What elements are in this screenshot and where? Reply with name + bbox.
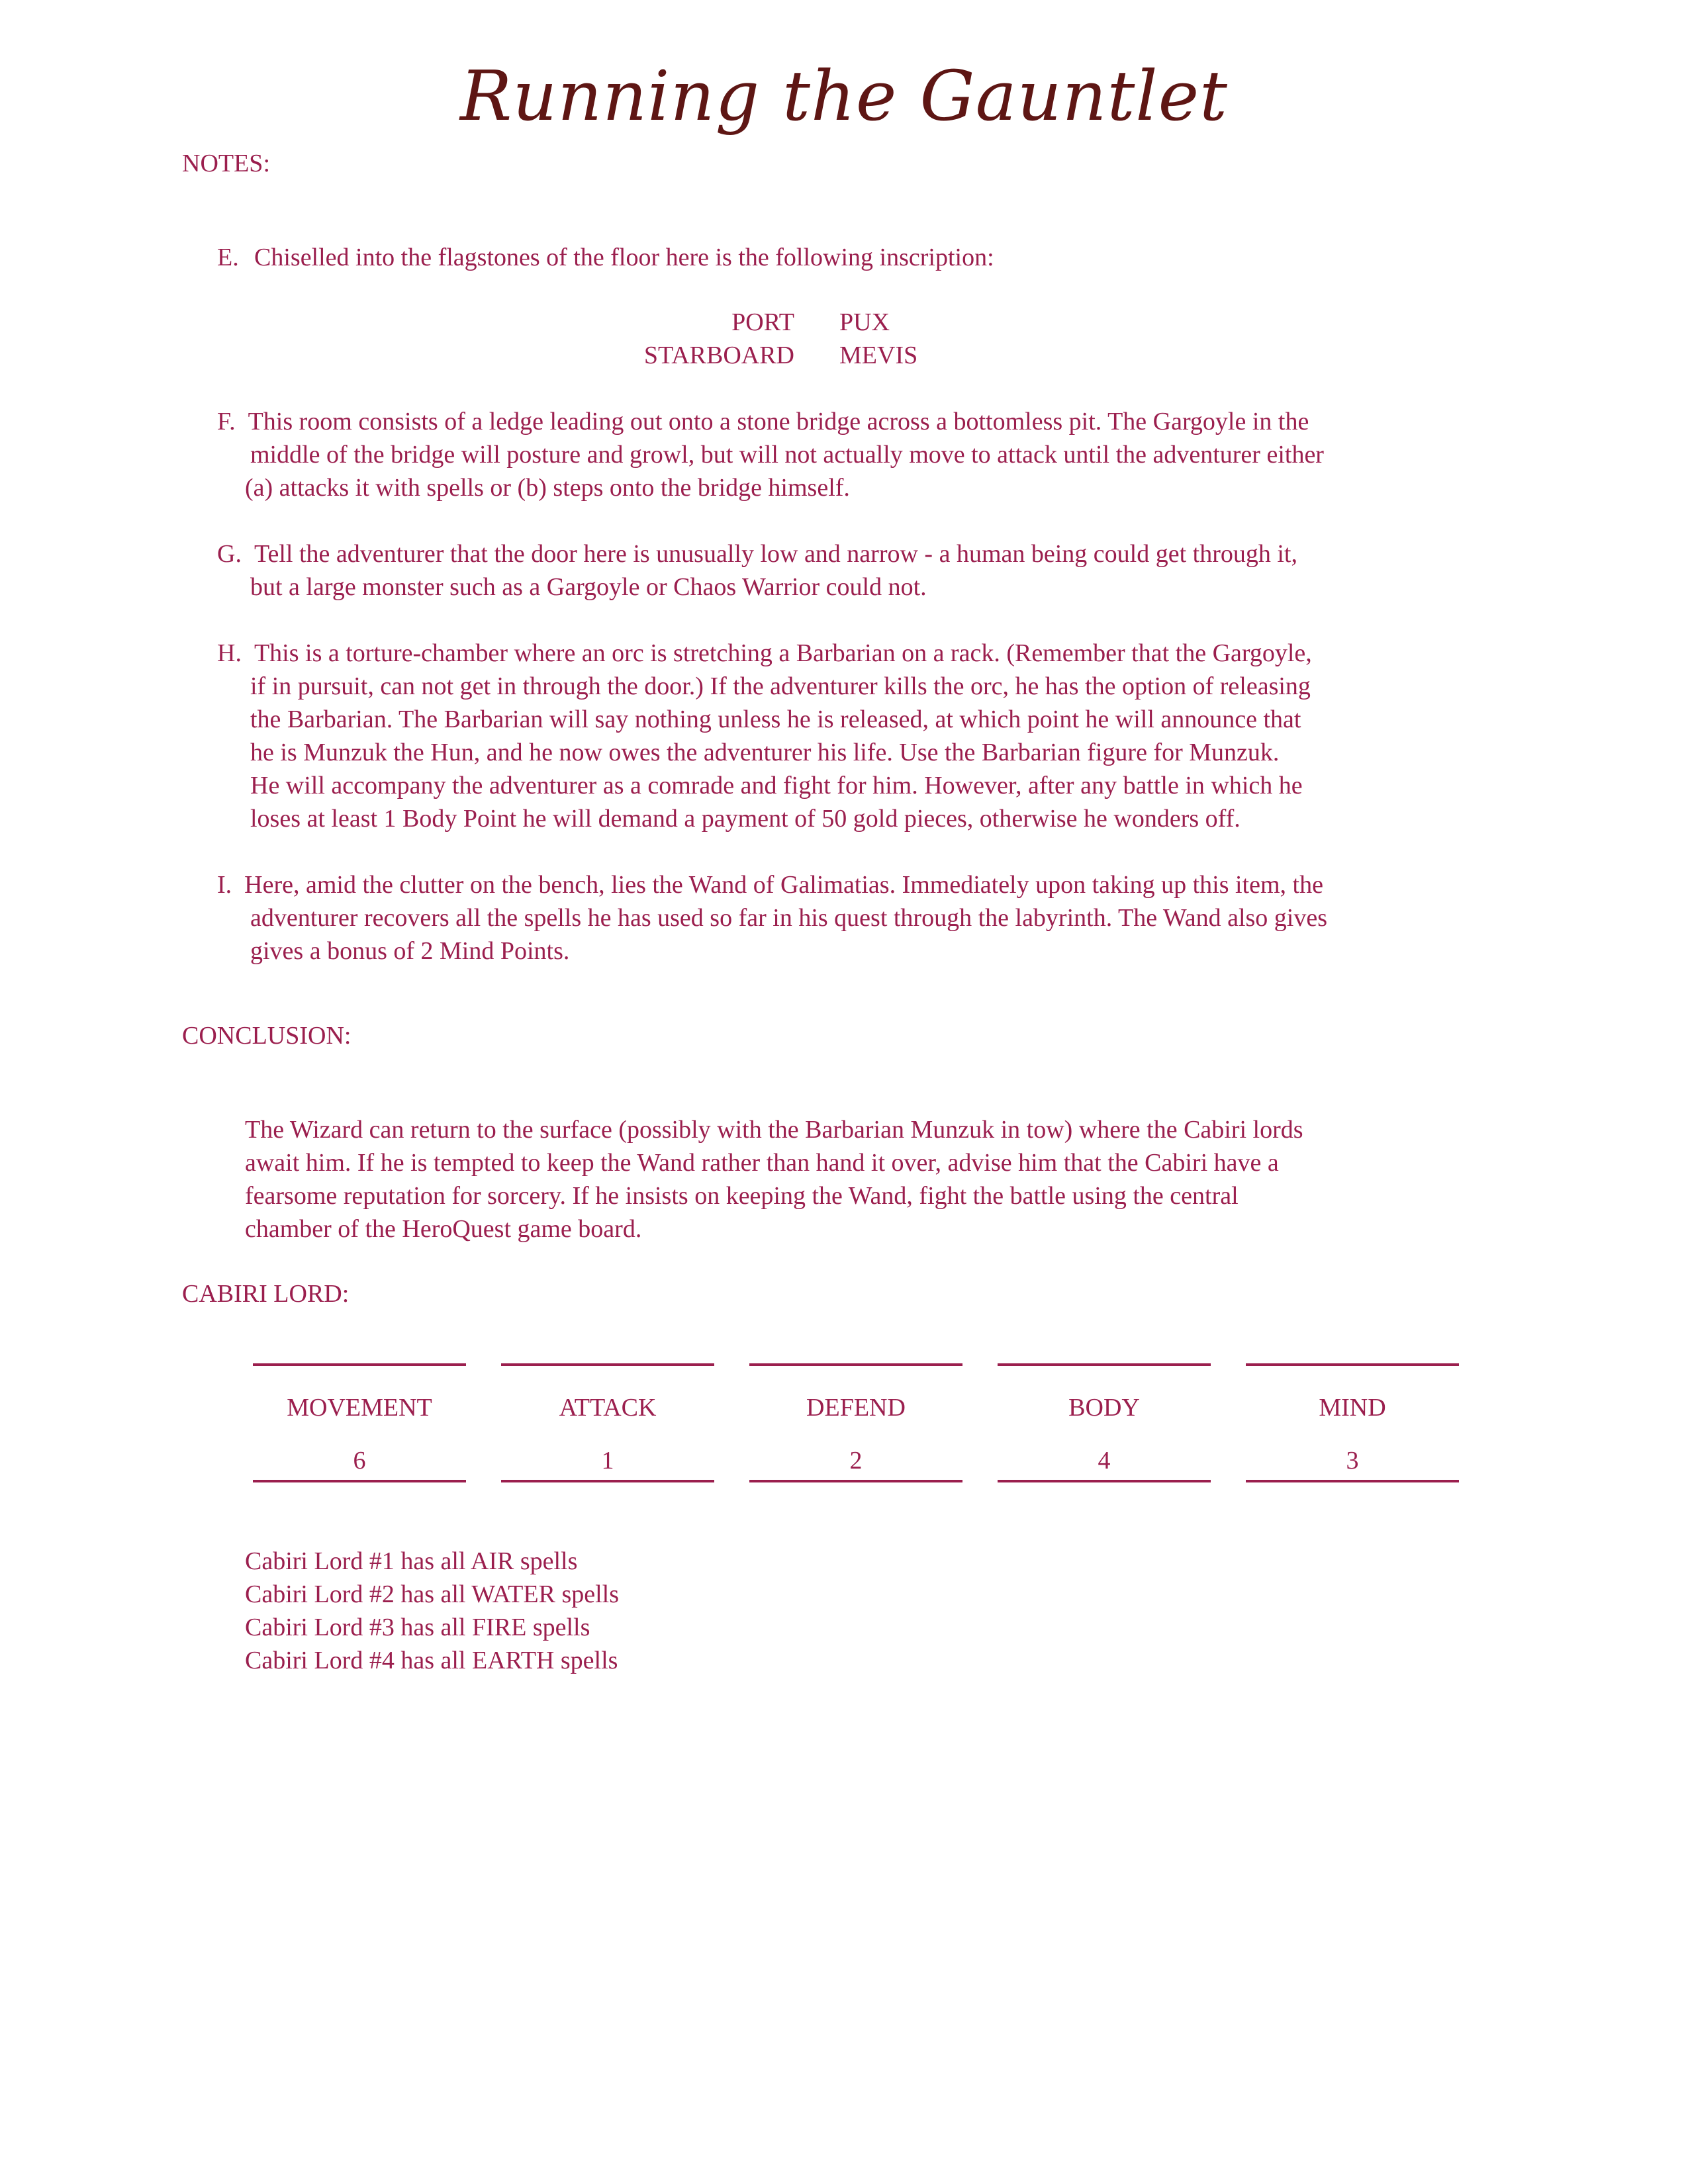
note-i-line: Here, amid the clutter on the bench, lies the Wand of Galimatias. Immediately upon taking up this item, the <box>244 871 1323 899</box>
note-h-line: This is a torture-chamber where an orc is stretching a Barbarian on a rack. (Remember that the Gargoyle, <box>254 639 1312 667</box>
note-f-label: F. <box>217 408 236 435</box>
cabiri-heading: CABIRI LORD: <box>182 1280 350 1308</box>
note-g-line: but a large monster such as a Gargoyle or Chaos Warrior could not. <box>250 573 927 601</box>
note-f <box>217 405 1541 504</box>
stat-name: MOVEMENT <box>287 1394 432 1422</box>
note-h-line: if in pursuit, can not get in through the door.) If the adventurer kills the orc, he has the option of releasing <box>250 672 1311 700</box>
note-i <box>217 868 1541 968</box>
note-g <box>217 537 1541 604</box>
note-e-text <box>254 241 994 274</box>
note-h <box>217 637 1541 835</box>
note-i-label: I. <box>217 871 232 899</box>
stat-rule <box>501 1480 714 1482</box>
note-i-line: gives a bonus of 2 Mind Points. <box>250 937 570 965</box>
stat-rule <box>749 1480 962 1482</box>
stat-value: 6 <box>353 1447 366 1475</box>
stats-table <box>0 1363 1688 1489</box>
stat-rule <box>749 1363 962 1366</box>
spell-line: Cabiri Lord #2 has all WATER spells <box>245 1580 620 1608</box>
stat-name: MIND <box>1319 1394 1386 1422</box>
notes-heading: NOTES: <box>182 150 270 177</box>
conclusion-text <box>245 1113 1503 1246</box>
stat-value: 2 <box>849 1447 863 1475</box>
note-f-line: (a) attacks it with spells or (b) steps onto the bridge himself. <box>245 474 850 502</box>
stat-rule <box>501 1363 714 1366</box>
stat-value: 1 <box>601 1447 614 1475</box>
inscription-right: MEVIS <box>839 341 918 369</box>
inscription-left: PORT <box>731 308 794 336</box>
stat-rule <box>1246 1363 1459 1366</box>
note-f-line: middle of the bridge will posture and growl, but will not actually move to attack until the adventurer either <box>250 441 1324 469</box>
spell-line: Cabiri Lord #3 has all FIRE spells <box>245 1614 590 1641</box>
stat-name: DEFEND <box>806 1394 906 1422</box>
note-i-line: adventurer recovers all the spells he has used so far in his quest through the labyrinth. The Wand also gives <box>250 904 1328 932</box>
note-h-line: he is Munzuk the Hun, and he now owes the adventurer his life. Use the Barbarian figure for Munzuk. <box>250 739 1280 766</box>
note-e <box>217 241 239 274</box>
stat-name: ATTACK <box>559 1394 657 1422</box>
inscription-left: STARBOARD <box>643 341 794 369</box>
stat-rule <box>253 1363 466 1366</box>
stat-name: BODY <box>1068 1394 1140 1422</box>
stat-rule <box>1246 1480 1459 1482</box>
note-g-line: Tell the adventurer that the door here is unusually low and narrow - a human being could get through it, <box>254 540 1297 568</box>
spell-line: Cabiri Lord #1 has all AIR spells <box>245 1547 578 1575</box>
stat-rule <box>998 1363 1211 1366</box>
stat-value: 3 <box>1346 1447 1359 1475</box>
spell-line: Cabiri Lord #4 has all EARTH spells <box>245 1647 618 1674</box>
note-e-line: Chiselled into the flagstones of the floor here is the following inscription: <box>254 244 994 271</box>
conclusion-line: await him. If he is tempted to keep the Wand rather than hand it over, advise him that the Cabiri have a <box>245 1149 1279 1177</box>
page-title: Running the Gauntlet <box>460 56 1228 136</box>
conclusion-line: chamber of the HeroQuest game board. <box>245 1215 642 1243</box>
note-h-line: He will accompany the adventurer as a comrade and fight for him. However, after any battle in which he <box>250 772 1303 799</box>
conclusion-heading: CONCLUSION: <box>182 1022 352 1050</box>
note-e-label: E. <box>217 244 239 271</box>
note-h-line: loses at least 1 Body Point he will demand a payment of 50 gold pieces, otherwise he wonders off. <box>250 805 1241 833</box>
conclusion-line: fearsome reputation for sorcery. If he insists on keeping the Wand, fight the battle using the central <box>245 1182 1239 1210</box>
stat-value: 4 <box>1098 1447 1111 1475</box>
conclusion-line: The Wizard can return to the surface (possibly with the Barbarian Munzuk in tow) where the Cabiri lords <box>245 1116 1303 1144</box>
note-h-line: the Barbarian. The Barbarian will say nothing unless he is released, at which point he will announce that <box>250 705 1301 733</box>
note-h-label: H. <box>217 639 242 667</box>
stat-rule <box>998 1480 1211 1482</box>
inscription-right: PUX <box>839 308 890 336</box>
stat-rule <box>253 1480 466 1482</box>
note-f-line: This room consists of a ledge leading out onto a stone bridge across a bottomless pit. The Gargoyle in the <box>248 408 1309 435</box>
note-g-label: G. <box>217 540 242 568</box>
